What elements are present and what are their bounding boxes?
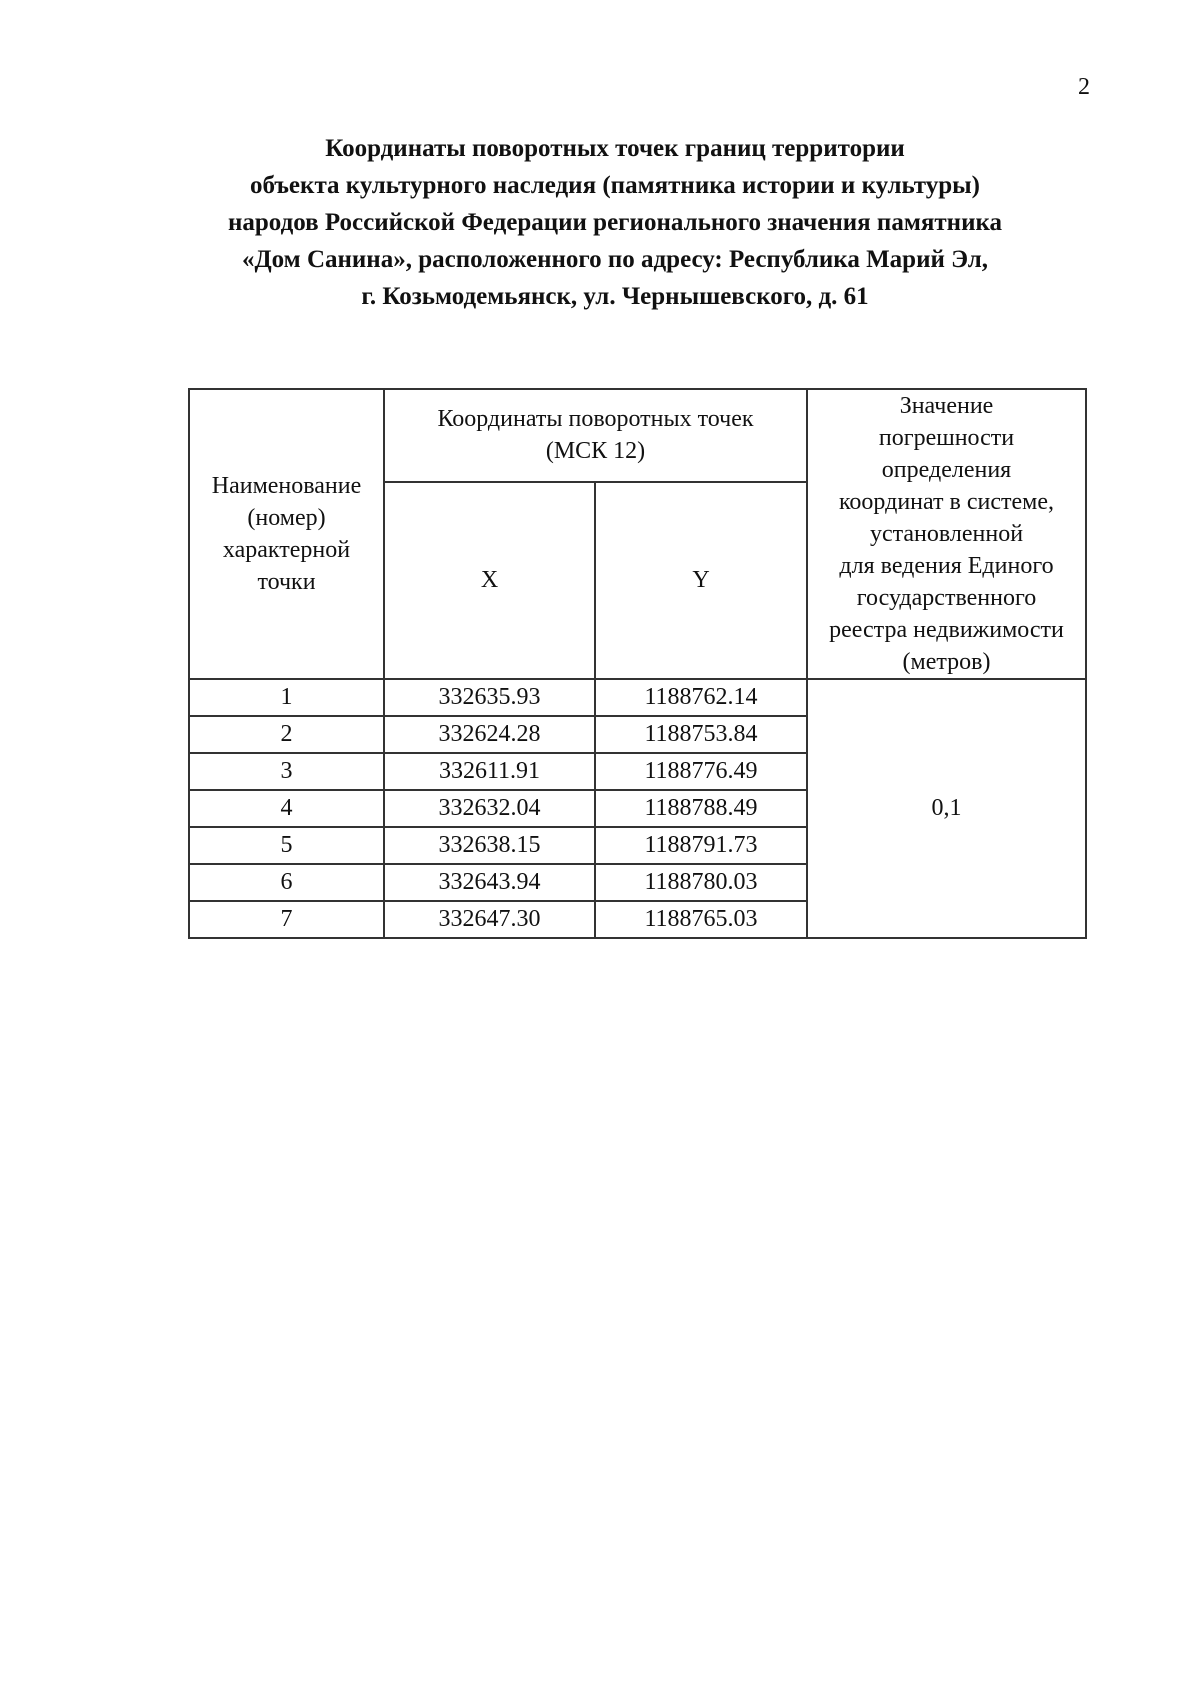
header-line: Наименование: [211, 473, 362, 499]
header-line: характерной: [222, 537, 351, 563]
coordinates-table: [188, 388, 1087, 939]
header-line: Значение: [899, 393, 994, 419]
x-value: 332647.30: [384, 901, 595, 938]
header-line: (номер): [247, 505, 326, 531]
title-line: Координаты поворотных точек границ территории: [325, 135, 905, 162]
accuracy-header: [807, 389, 1086, 679]
title-line: «Дом Санина», расположенного по адресу: Республика Марий Эл,: [241, 246, 989, 273]
y-value: 1188791.73: [595, 827, 807, 864]
point-number: 6: [189, 864, 384, 901]
header-line: точки: [257, 569, 316, 595]
header-line: реестра недвижимости: [829, 617, 1064, 643]
y-value: 1188762.14: [595, 679, 807, 716]
point-number: 1: [189, 679, 384, 716]
y-value: 1188765.03: [595, 901, 807, 938]
x-value: 332638.15: [384, 827, 595, 864]
y-value: 1188788.49: [595, 790, 807, 827]
x-value: 332624.28: [384, 716, 595, 753]
header-line: координат в системе,: [838, 489, 1054, 515]
coordinates-group-header: [384, 389, 807, 482]
point-number: 2: [189, 716, 384, 753]
x-value: 332635.93: [384, 679, 595, 716]
header-line: для ведения Единого: [839, 553, 1054, 579]
table-header-row: [189, 389, 1086, 482]
x-value: 332643.94: [384, 864, 595, 901]
point-number: 7: [189, 901, 384, 938]
point-number: 5: [189, 827, 384, 864]
y-value: 1188780.03: [595, 864, 807, 901]
document-title: [150, 130, 1080, 315]
header-line: погрешности: [878, 425, 1015, 451]
header-line: (метров): [902, 649, 991, 675]
y-value: 1188776.49: [595, 753, 807, 790]
header-line: определения: [881, 457, 1012, 483]
point-number: 4: [189, 790, 384, 827]
x-value: 332632.04: [384, 790, 595, 827]
accuracy-value: 0,1: [807, 679, 1086, 938]
title-line: народов Российской Федерации регионального значения памятника: [228, 209, 1002, 236]
header-line: установленной: [869, 521, 1024, 547]
table-row: [189, 679, 1086, 716]
title-line: г. Козьмодемьянск, ул. Чернышевского, д. 61: [361, 283, 869, 310]
y-value: 1188753.84: [595, 716, 807, 753]
header-line: (МСК 12): [545, 438, 646, 465]
point-name-header: [189, 389, 384, 679]
header-line: Координаты поворотных точек: [437, 406, 754, 433]
title-line: объекта культурного наследия (памятника истории и культуры): [249, 172, 980, 199]
x-header: X: [384, 482, 595, 679]
y-header: Y: [595, 482, 807, 679]
point-number: 3: [189, 753, 384, 790]
x-value: 332611.91: [384, 753, 595, 790]
page-number: 2: [1078, 74, 1090, 100]
header-line: государственного: [856, 585, 1037, 611]
